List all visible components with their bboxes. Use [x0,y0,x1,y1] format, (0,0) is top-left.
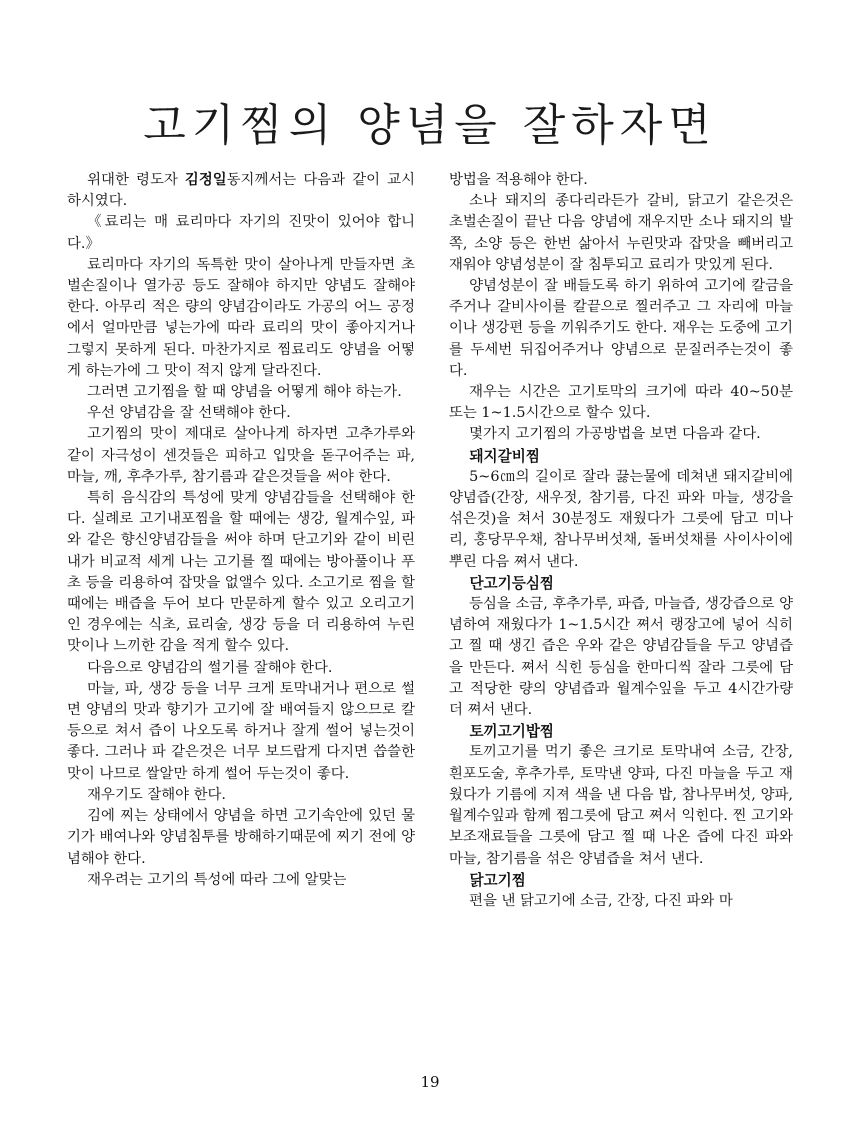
recipe-text: 편을 낸 닭고기에 소금, 간장, 다진 파와 마 [469,892,733,909]
recipe-text: 등심을 소금, 후추가루, 파즙, 마늘즙, 생강즙으로 양념하여 재웠다가 1~1.5시간 쪄서 랭장고에 넣어 식히고 찔 때 생긴 즙은 우와 같은 양념감들을 두고 양념즙을 만든다. 쪄서 식힌 등심을 한마디씩 잘라 그릇에 담고 적당한 량의 양념즙과 월계수잎을 두고 4시간가량 더 쪄서 낸다. [449,596,793,719]
paragraph: 우선 양념감을 잘 선택해야 한다. [87,405,291,422]
page-number: 19 [420,1073,440,1091]
paragraph: 재우기도 잘해야 한다. [87,786,226,803]
right-column [449,170,793,912]
continuation-line: 방법을 적용해야 한다. [449,172,588,188]
paragraph: 몇가지 고기찜의 가공방법을 보면 다음과 같다. [469,426,761,443]
leader-name: 김정일 [184,172,227,188]
paragraph: 재우는 시간은 고기토막의 크기에 따라 40~50분 또는 1~1.5시간으로 할수 있다. [449,384,793,422]
paragraph: 소나 돼지의 종다리라든가 갈비, 닭고기 같은것은 초벌손질이 끝난 다음 양념에 재우지만 소나 돼지의 발쪽, 소양 등은 한번 삶아서 누린맛과 잡맛을 빼버리고 재워야 양념성분이 잘 침투되고 료리가 맛있게 된다. [449,193,793,273]
quote: 《료리는 매 료리마다 자기의 진맛이 있어야 합니다.》 [67,214,415,252]
paragraph: 김에 찌는 상태에서 양념을 하면 고기속안에 있던 물기가 배여나와 양념침투를 방해하기때문에 찌기 전에 양념해야 한다. [67,808,415,867]
recipe-heading: 닭고기찜 [469,871,526,889]
paragraph: 재우려는 고기의 특성에 따라 그에 알맞는 [87,871,347,888]
article-title: 고기찜의 양념을 잘하자면 [143,100,717,151]
intro-paragraph [67,170,415,212]
intro-text-end: 동지께서는 다음과 같이 교시하시였다. [67,172,415,210]
paragraph: 다음으로 양념감의 썰기를 잘해야 한다. [87,659,333,676]
intro-text: 위대한 령도자 [87,172,185,188]
paragraph: 양념성분이 잘 배들도록 하기 위하여 고기에 칼금을 주거나 갈비사이를 칼끝으로 찔러주고 그 자리에 마늘이나 생강편 등을 끼워주기도 한다. 재우는 도중에 고기를 두세번 뒤집어주거나 양념으로 문질러주는것이 좋다. [449,278,793,379]
recipe-text: 5~6㎝의 길이로 잘라 끓는물에 데쳐낸 돼지갈비에 양념즙(간장, 새우젓, 참기름, 다진 파와 마늘, 생강을 섞은것)을 쳐서 30분정도 재웠다가 그릇에 담고 미나리, 홍당무우채, 참나무버섯채, 돌버섯채를 사이사이에 뿌린 다음 쪄서 낸다. [449,468,793,570]
paragraph: 그러면 고기찜을 할 때 양념을 어떻게 해야 하는가. [87,384,402,401]
paragraph: 마늘, 파, 생강 등을 너무 크게 토막내거나 편으로 썰면 양념의 맛과 향기가 고기에 잘 배여들지 않으므로 칼등으로 쳐서 즙이 나오도록 하거나 잘게 썰어 넣는것이 좋다. 그러나 파 같은것은 너무 보드랍게 다지면 씁쓸한 맛이 나므로 쌀알만 하게 썰어 두는것이 좋다. [67,680,415,782]
paragraph: 고기찜의 맛이 제대로 살아나게 하자면 고추가루와 같이 자극성이 센것들은 피하고 입맛을 돋구어주는 파, 마늘, 깨, 후추가루, 참기름과 같은것들을 써야 한다. [67,426,415,485]
recipe-heading: 토끼고기밥찜 [469,723,555,741]
recipe-heading: 돼지갈비찜 [469,447,540,465]
recipe-heading: 단고기등심찜 [469,574,555,592]
recipe-text: 토끼고기를 먹기 좋은 크기로 토막내여 소금, 간장, 흰포도술, 후추가루, 토막낸 양파, 다진 마늘을 두고 재웠다가 기름에 지져 색을 낸 다음 밥, 참나무버섯, 양파, 월계수잎과 함께 찜그릇에 담고 쪄서 익힌다. 찐 고기와 보조재료들을 그릇에 담고 찔 때 나온 즙에 다진 파와 마늘, 참기름을 섞은 양념즙을 쳐서 낸다. [449,744,793,867]
paragraph: 료리마다 자기의 독특한 맛이 살아나게 만들자면 초벌손질이나 열가공 등도 잘해야 하지만 양념도 잘해야 한다. 아무리 적은 량의 양념감이라도 가공의 어느 공정에서 얼마만큼 넣는가에 따라 료리의 맛이 좋아지거나 그렇지 못하게 된다. 마찬가지로 찜료리도 양념을 어떻게 하는가에 그 맛이 적지 않게 달라진다. [67,256,415,379]
left-column [67,170,415,891]
paragraph: 특히 음식감의 특성에 맞게 양념감들을 선택해야 한다. 실례로 고기내포찜을 할 때에는 생강, 월계수잎, 파와 같은 향신양념감들을 써야 하며 단고기와 같이 비린내가 비교적 세게 나는 고기를 찔 때에는 방아풀이나 푸초 등을 리용하여 잡맛을 없앨수 있다. 소고기로 찜을 할 때에는 배즙을 두어 보다 만문하게 할수 있고 오리고기인 경우에는 식초, 료리술, 생강 등을 더 리용하여 누린 맛이나 느끼한 감을 적게 할수 있다. [67,490,415,655]
